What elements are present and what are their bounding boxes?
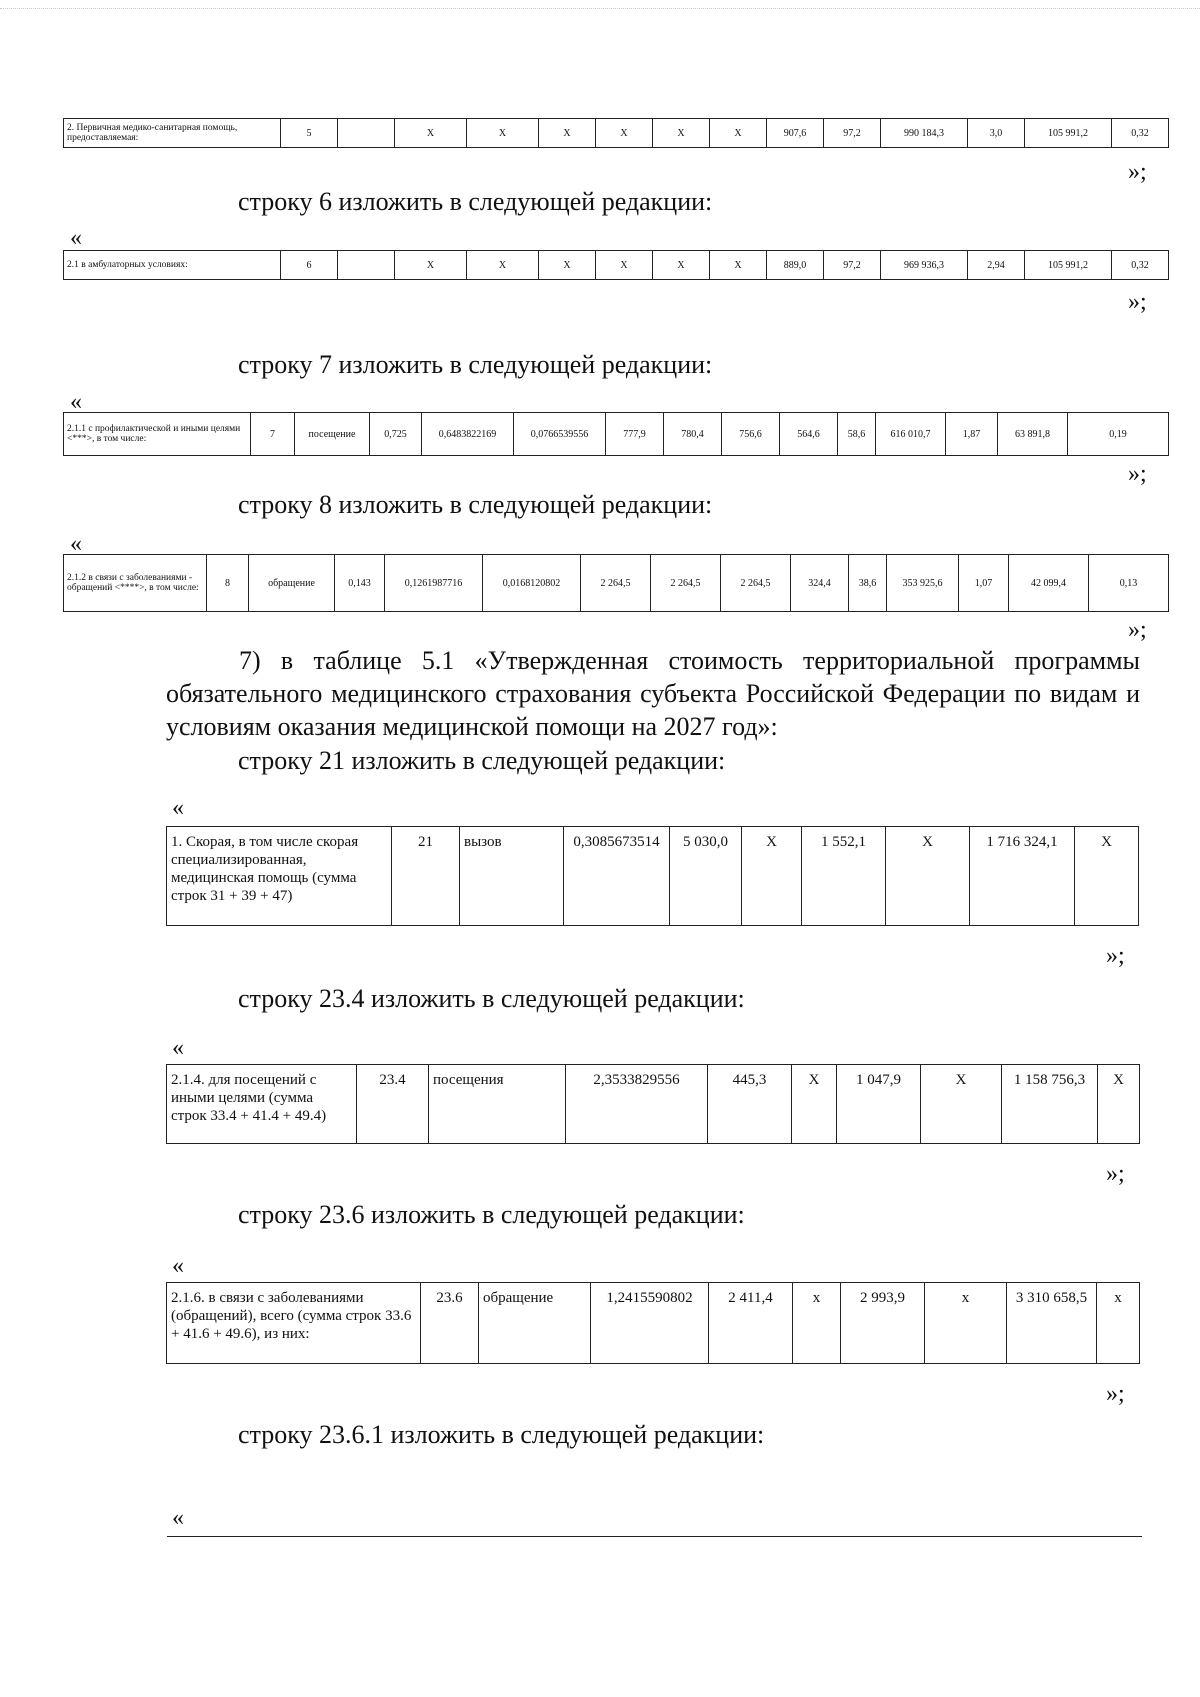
row-name-cell: 2.1.2 в связи с заболеваниями - обращений <****>, в том числе:: [64, 555, 207, 612]
table-cell: X: [653, 251, 710, 280]
table-cell: 3 310 658,5: [1007, 1283, 1097, 1364]
table-row-23-4: [166, 1064, 1140, 1144]
table-cell: 445,3: [708, 1065, 792, 1144]
table-cell: X: [653, 119, 710, 148]
table-cell: 2,94: [968, 251, 1025, 280]
table-cell: x: [925, 1283, 1007, 1364]
row-number-cell: 23.4: [357, 1065, 429, 1144]
table-row: [167, 827, 1139, 926]
table-cell: 1 716 324,1: [970, 827, 1075, 926]
table-cell: 353 925,6: [887, 555, 959, 612]
table-cell: 63 891,8: [998, 413, 1068, 456]
table-cell: X: [710, 251, 767, 280]
table-cell: 1,2415590802: [591, 1283, 709, 1364]
unit-cell: обращение: [249, 555, 335, 612]
closing-quote: »;: [1106, 943, 1125, 969]
table-cell: 0,13: [1089, 555, 1169, 612]
table-row: [167, 1283, 1140, 1364]
table-row: [64, 555, 1169, 612]
table-row-6: [63, 250, 1169, 280]
table-cell: 1,87: [946, 413, 998, 456]
unit-cell: посещения: [429, 1065, 566, 1144]
unit-cell: [338, 119, 395, 148]
table-cell: X: [467, 119, 539, 148]
table-row-23-6: [166, 1282, 1140, 1364]
table-cell: 907,6: [767, 119, 824, 148]
unit-cell: обращение: [479, 1283, 591, 1364]
heading-row-8: строку 8 изложить в следующей редакции:: [238, 490, 713, 519]
opening-quote: «: [172, 1035, 184, 1061]
row-number-cell: 7: [251, 413, 295, 456]
table-cell: 969 936,3: [881, 251, 968, 280]
row-name-cell: 2.1.1 с профилактической и иными целями <***>, в том числе:: [64, 413, 251, 456]
table-row-7: [63, 412, 1169, 456]
row-name-cell: 2.1.4. для посещений с иными целями (сумма строк 33.4 + 41.4 + 49.4): [167, 1065, 357, 1144]
closing-quote: »;: [1128, 289, 1147, 315]
table-cell: 0,6483822169: [422, 413, 514, 456]
table-row-8: [63, 554, 1169, 612]
table-cell: 756,6: [722, 413, 780, 456]
table-cell: 42 099,4: [1009, 555, 1089, 612]
opening-quote: «: [70, 225, 82, 251]
table-cell: 97,2: [824, 251, 881, 280]
table-cell: X: [596, 251, 653, 280]
row-number-cell: 6: [281, 251, 338, 280]
table-cell: 58,6: [838, 413, 876, 456]
table-cell: x: [1097, 1283, 1140, 1364]
table-cell: 2,3533829556: [566, 1065, 708, 1144]
table-cell: 0,32: [1112, 119, 1169, 148]
page-top-border: [0, 8, 1200, 9]
table-row-5: [63, 118, 1169, 148]
table-cell: X: [395, 119, 467, 148]
table-cell: X: [539, 119, 596, 148]
table-cell: X: [921, 1065, 1002, 1144]
table-cell: 5 030,0: [670, 827, 742, 926]
table-cell: X: [539, 251, 596, 280]
table-cell: X: [596, 119, 653, 148]
table-cell: 0,0766539556: [514, 413, 606, 456]
heading-row-23-6: строку 23.6 изложить в следующей редакции:: [238, 1200, 745, 1229]
opening-quote: «: [172, 1253, 184, 1279]
table-cell: 97,2: [824, 119, 881, 148]
row-name-cell: 2.1 в амбулаторных условиях:: [64, 251, 281, 280]
heading-row-21: строку 21 изложить в следующей редакции:: [238, 746, 726, 775]
table-cell: 3,0: [968, 119, 1025, 148]
table-cell: 0,0168120802: [483, 555, 581, 612]
table-top-rule: [167, 1536, 1142, 1537]
unit-cell: [338, 251, 395, 280]
table-row: [167, 1065, 1140, 1144]
table-cell: 105 991,2: [1025, 251, 1112, 280]
table-cell: 2 993,9: [841, 1283, 925, 1364]
unit-cell: вызов: [460, 827, 564, 926]
table-row: [64, 251, 1169, 280]
closing-quote: »;: [1128, 159, 1147, 185]
table-cell: X: [886, 827, 970, 926]
table-cell: 2 411,4: [709, 1283, 793, 1364]
unit-cell: посещение: [295, 413, 370, 456]
table-cell: 616 010,7: [876, 413, 946, 456]
table-cell: 777,9: [606, 413, 664, 456]
table-cell: X: [710, 119, 767, 148]
row-name-cell: 1. Скорая, в том числе скорая специализированная, медицинская помощь (сумма строк 31 + 39 + 47): [167, 827, 392, 926]
row-number-cell: 5: [281, 119, 338, 148]
table-cell: 0,143: [335, 555, 385, 612]
table-cell: X: [742, 827, 802, 926]
table-cell: x: [793, 1283, 841, 1364]
table-cell: 990 184,3: [881, 119, 968, 148]
closing-quote: »;: [1106, 1381, 1125, 1407]
table-cell: X: [1075, 827, 1139, 926]
table-cell: 780,4: [664, 413, 722, 456]
row-name-cell: 2. Первичная медико-санитарная помощь, предоставляемая:: [64, 119, 281, 148]
heading-row-6: строку 6 изложить в следующей редакции:: [238, 187, 713, 216]
table-cell: 0,32: [1112, 251, 1169, 280]
table-cell: 0,725: [370, 413, 422, 456]
row-number-cell: 23.6: [421, 1283, 479, 1364]
row-name-cell: 2.1.6. в связи с заболеваниями (обращений), всего (сумма строк 33.6 + 41.6 + 49.6), из них:: [167, 1283, 421, 1364]
table-cell: 1 552,1: [802, 827, 886, 926]
closing-quote: »;: [1106, 1161, 1125, 1187]
table-cell: 1 158 756,3: [1002, 1065, 1098, 1144]
table-cell: 38,6: [849, 555, 887, 612]
heading-row-23-6-1: строку 23.6.1 изложить в следующей редакции:: [238, 1420, 765, 1449]
table-row: [64, 119, 1169, 148]
table-cell: 2 264,5: [651, 555, 721, 612]
opening-quote: «: [172, 795, 184, 821]
table-cell: 0,1261987716: [385, 555, 483, 612]
row-number-cell: 21: [392, 827, 460, 926]
table-cell: 1,07: [959, 555, 1009, 612]
table-cell: 889,0: [767, 251, 824, 280]
table-cell: 0,19: [1068, 413, 1169, 456]
table-cell: 2 264,5: [721, 555, 791, 612]
opening-quote: «: [172, 1505, 184, 1531]
table-cell: 1 047,9: [837, 1065, 921, 1144]
table-cell: X: [1098, 1065, 1140, 1144]
closing-quote: »;: [1128, 617, 1147, 643]
table-cell: 2 264,5: [581, 555, 651, 612]
table-cell: X: [395, 251, 467, 280]
opening-quote: «: [70, 389, 82, 415]
table-cell: 324,4: [791, 555, 849, 612]
row-number-cell: 8: [207, 555, 249, 612]
table-cell: 0,3085673514: [564, 827, 670, 926]
table-cell: 105 991,2: [1025, 119, 1112, 148]
closing-quote: »;: [1128, 461, 1147, 487]
table-cell: 564,6: [780, 413, 838, 456]
table-row: [64, 413, 1169, 456]
table-cell: X: [467, 251, 539, 280]
paragraph-7: 7) в таблице 5.1 «Утвержденная стоимость территориальной программы обязательного медицинского страхования субъекта Российской Федерации по видам и условиям оказания медицинской помощи на 2027 год»:: [166, 646, 1140, 741]
opening-quote: «: [70, 531, 82, 557]
table-cell: X: [792, 1065, 837, 1144]
table-row-21: [166, 826, 1139, 926]
heading-row-7: строку 7 изложить в следующей редакции:: [238, 350, 713, 379]
heading-row-23-4: строку 23.4 изложить в следующей редакции:: [238, 984, 745, 1013]
